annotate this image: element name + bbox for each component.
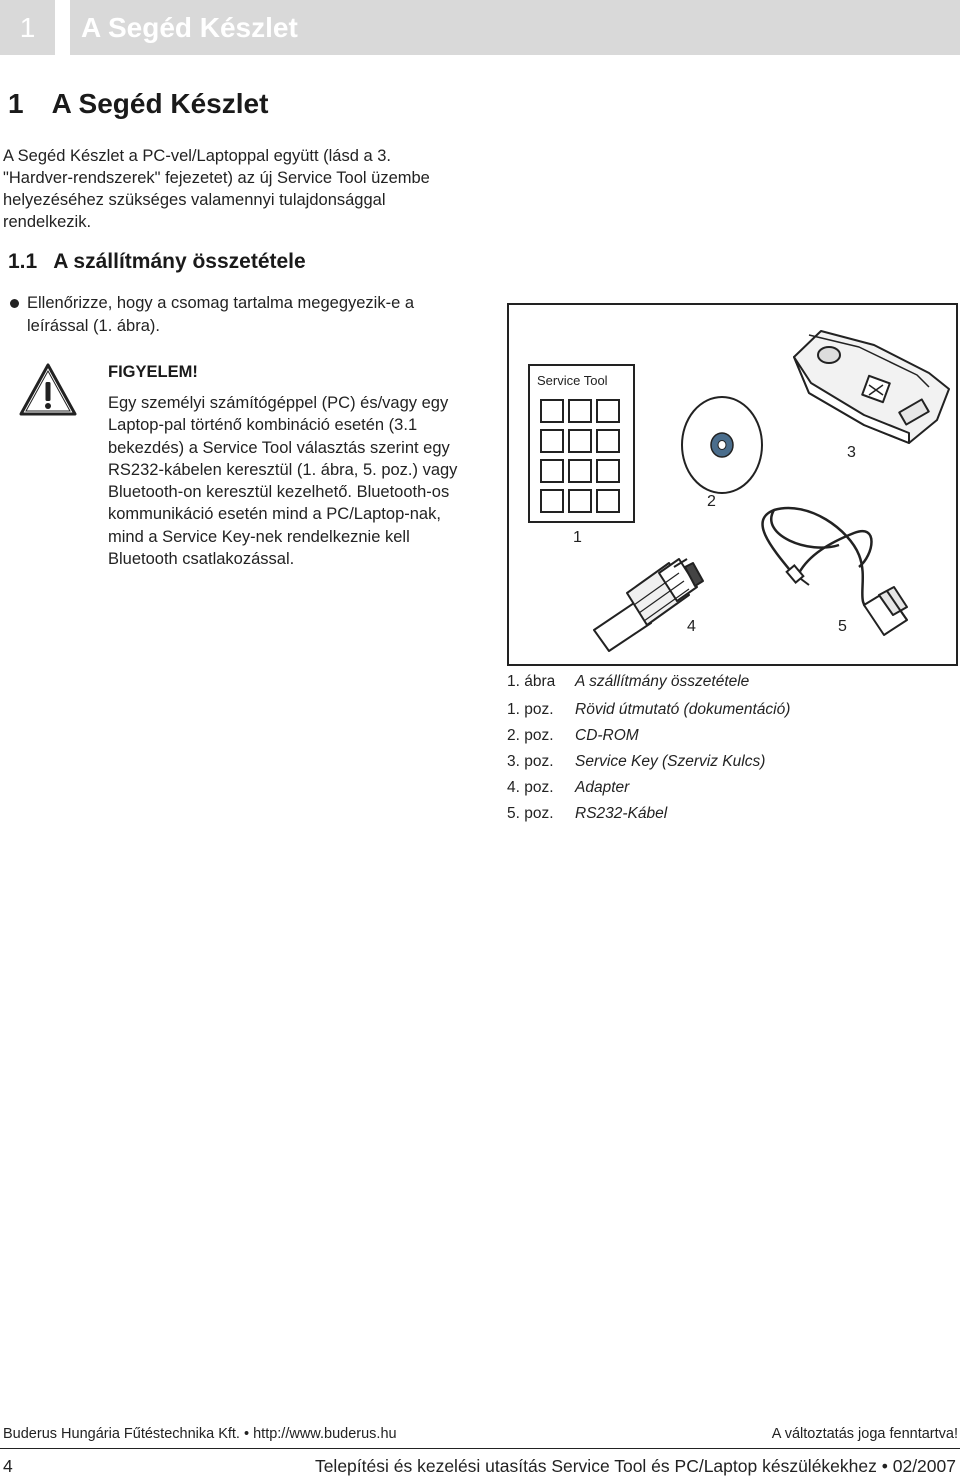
subsection-title: A szállítmány összetétele [53,250,306,273]
warning-title: FIGYELEM! [108,363,198,381]
quick-guide-booklet-image [529,365,634,522]
callout-2: 2 [707,493,716,510]
delivery-contents-figure [507,303,958,666]
legend-key: 5. poz. [507,805,554,822]
section-title: A Segéd Készlet [51,88,269,119]
bullet-item [10,292,470,338]
caption-value: A szállítmány összetétele [575,673,750,690]
section-heading [8,88,268,120]
legend-key: 4. poz. [507,779,554,796]
subsection-number: 1.1 [8,250,38,273]
chapter-title: A Segéd Készlet [81,11,298,43]
callout-5: 5 [838,618,847,635]
legend-key: 1. poz. [507,701,554,718]
db9-connector-image [864,587,907,635]
bullet-text: Ellenőrizze, hogy a csomag tartalma megegyezik-e a leírással (1. ábra). [27,294,415,335]
legend-value: RS232-Kábel [575,805,668,822]
footer-bottom-line [0,1456,960,1480]
callout-1: 1 [573,529,582,546]
chapter-number: 1 [19,11,36,43]
service-key-image [794,331,949,443]
cd-rom-image [682,397,762,493]
bullet-dot-icon [10,299,19,308]
footer-company: Buderus Hungária Fűtéstechnika Kft. • http://www.buderus.hu [3,1426,397,1442]
legend-value: Adapter [575,779,630,796]
subsection-heading [8,250,306,274]
chapter-number-box [0,0,55,55]
footer-divider [0,1448,960,1449]
callout-4: 4 [687,618,696,635]
legend-key: 2. poz. [507,727,554,744]
document-title: Telepítési és kezelési utasítás Service Tool és PC/Laptop készülékekhez • 02/2007 [314,1456,956,1476]
adapter-image [594,559,703,651]
legend-value: CD-ROM [575,727,639,744]
caption-key: 1. ábra [507,673,556,690]
chapter-title-bar [70,0,960,55]
callout-3: 3 [847,444,856,461]
warning-text: Egy személyi számítógéppel (PC) és/vagy egy Laptop-pal történő kombináció esetén (3.1 bekezdés) a Service Tool választás szerint egy RS232-kábelen keresztül (1. ábra, 5. poz.) vagy Bluetooth-on keresztül kezelhető. Bluetooth-os kommunikáció esetén mind a PC/Laptop-nak, mind a Service Key-nek rendelkeznie kell Bluetooth csatlakozással. [108,394,458,569]
legend-key: 3. poz. [507,753,554,770]
section-number: 1 [8,88,24,119]
booklet-label: Service Tool [537,373,608,388]
page-number: 4 [3,1456,13,1476]
warning-triangle-icon [18,362,78,418]
intro-paragraph: A Segéd Készlet a PC-vel/Laptoppal együtt (lásd a 3. "Hardver-rendszerek" fejezetet) az új Service Tool üzembe helyezéséhez szükséges valamennyi tulajdonsággal rendelkezik. [3,147,430,231]
footer-rights: A változtatás joga fenntartva! [771,1426,958,1442]
footer-top-line [0,1426,960,1446]
legend-value: Rövid útmutató (dokumentáció) [575,701,791,718]
legend-value: Service Key (Szerviz Kulcs) [575,753,766,770]
rs232-cable-image [763,508,872,610]
